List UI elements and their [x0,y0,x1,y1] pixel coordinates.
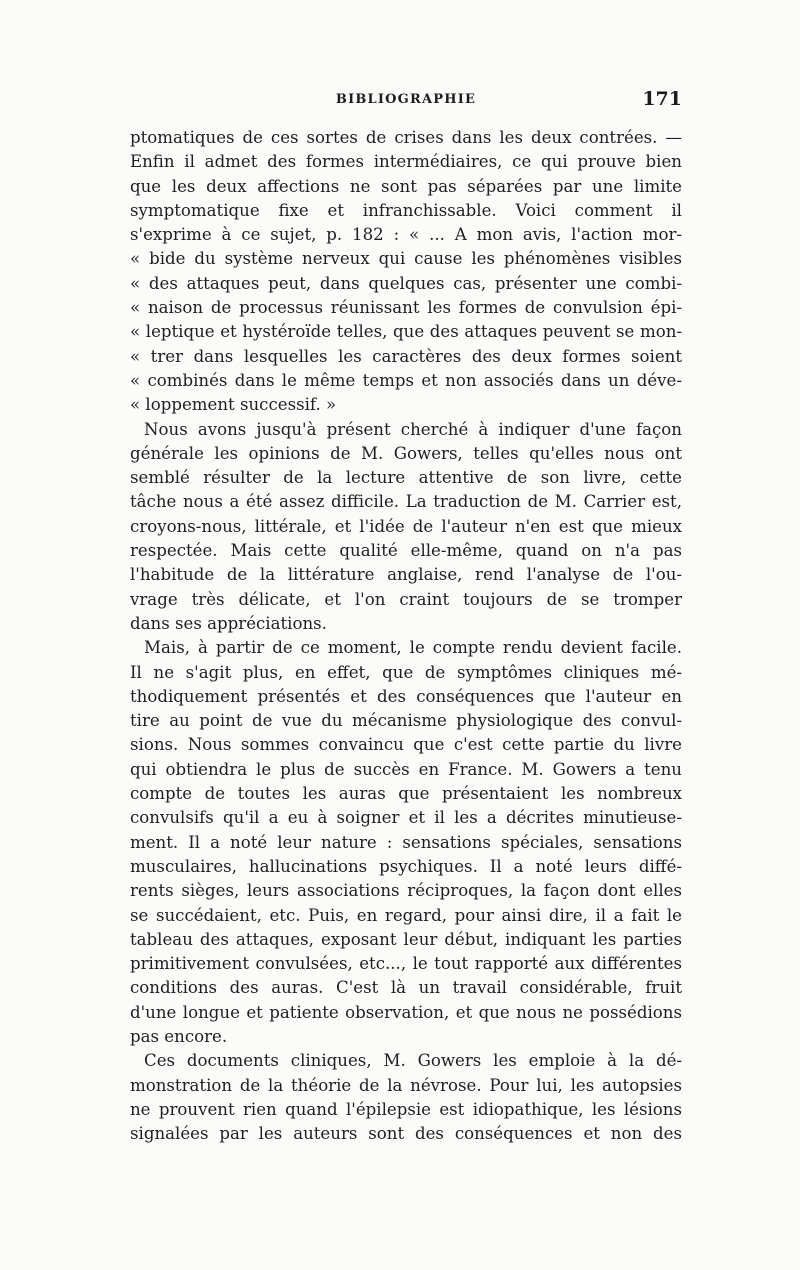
text-line: Enfin il admet des formes intermédiaires, ce qui prouve bien [130,152,682,172]
text-line: « combinés dans le même temps et non associés dans un déve- [130,370,682,390]
text-line: monstration de la théorie de la névrose. Pour lui, les autopsies [130,1075,682,1095]
text-line: l'habitude de la littérature anglaise, rend l'analyse de l'ou- [130,565,682,585]
text-line: que les deux affections ne sont pas séparées par une limite [130,176,682,196]
text-line: conditions des auras. C'est là un travail considérable, fruit [130,978,682,998]
text-line: respectée. Mais cette qualité elle-même, quand on n'a pas [130,541,682,561]
text-line: convulsifs qu'il a eu à soigner et il les a décrites minutieuse- [130,808,682,828]
text-line: tableau des attaques, exposant leur début, indiquant les parties [130,929,682,949]
text-line: pas encore. [130,1026,228,1046]
text-line: ptomatiques de ces sortes de crises dans les deux contrées. — [130,128,682,147]
text-line: « loppement successif. » [130,395,337,415]
text-line: thodiquement présentés et des conséquences que l'auteur en [130,686,682,706]
text-line: « trer dans lesquelles les caractères des deux formes soient [130,346,682,366]
text-line: rents sièges, leurs associations réciproques, la façon dont elles [130,881,682,901]
text-line: tire au point de vue du mécanisme physiologique des convul- [130,711,682,731]
text-line: dans ses appréciations. [130,613,327,633]
text-line: « leptique et hystéroïde telles, que des attaques peuvent se mon- [130,322,682,342]
text-line: d'une longue et patiente observation, et que nous ne possédions [130,1002,682,1022]
text-line: compte de toutes les auras que présentaient les nombreux [130,784,682,804]
text-line: primitivement convulsées, etc..., le tout rapporté aux différentes [130,954,682,974]
text-line: qui obtiendra le plus de succès en France. M. Gowers a tenu [130,759,682,779]
text-line: Ces documents cliniques, M. Gowers les emploie à la dé- [144,1051,682,1071]
running-title: BIBLIOGRAPHIE [335,92,477,107]
text-line: générale les opinions de M. Gowers, telles qu'elles nous ont [130,443,682,463]
text-line: ne prouvent rien quand l'épilepsie est idiopathique, les lésions [130,1099,682,1119]
running-header [130,88,682,120]
text-line: Il ne s'agit plus, en effet, que de symptômes cliniques mé- [130,662,682,682]
text-line: musculaires, hallucinations psychiques. Il a noté leurs diffé- [130,856,682,876]
text-line: ment. Il a noté leur nature : sensations spéciales, sensations [130,832,682,852]
text-line: « bide du système nerveux qui cause les phénomènes visibles [130,249,682,269]
text-line: « des attaques peut, dans quelques cas, présenter une combi- [130,273,682,293]
text-line: Mais, à partir de ce moment, le compte rendu devient facile. [144,638,682,658]
text-line: « naison de processus réunissant les formes de convulsion épi- [130,298,682,318]
body-text [130,126,682,1146]
text-line: croyons-nous, littérale, et l'idée de l'auteur n'en est que mieux [130,516,682,536]
page-number: 171 [642,88,682,110]
text-line: symptomatique fixe et infranchissable. Voici comment il [130,200,682,220]
text-line: vrage très délicate, et l'on craint toujours de se tromper [130,589,682,609]
text-line: signalées par les auteurs sont des conséquences et non des [130,1124,682,1144]
text-line: Nous avons jusqu'à présent cherché à indiquer d'une façon [144,419,682,439]
text-line: s'exprime à ce sujet, p. 182 : « ... A mon avis, l'action mor- [130,225,682,245]
text-line: semblé résulter de la lecture attentive de son livre, cette [130,468,682,488]
text-line: tâche nous a été assez difficile. La traduction de M. Carrier est, [130,492,682,512]
text-line: sions. Nous sommes convaincu que c'est cette partie du livre [130,735,682,755]
text-line: se succédaient, etc. Puis, en regard, pour ainsi dire, il a fait le [130,905,682,925]
